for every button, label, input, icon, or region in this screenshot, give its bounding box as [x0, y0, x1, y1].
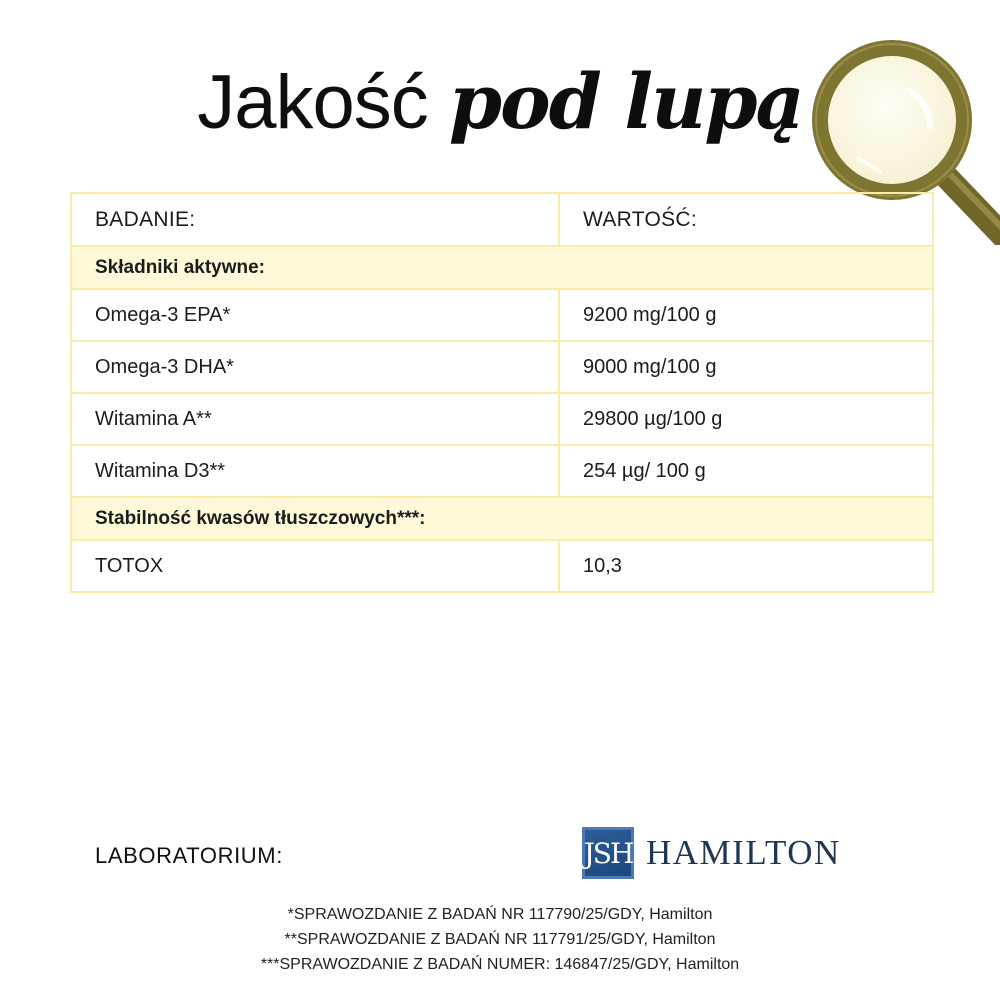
table-row	[71, 445, 933, 497]
table-header-row	[71, 193, 933, 246]
row-value: 10,3	[559, 540, 933, 592]
row-name: Omega-3 EPA*	[71, 289, 559, 341]
section-row	[71, 497, 933, 540]
row-name: TOTOX	[71, 540, 559, 592]
header-value: WARTOŚĆ:	[559, 193, 933, 246]
row-name: Witamina A**	[71, 393, 559, 445]
logo-name: HAMILTON	[646, 833, 841, 872]
row-value: 9200 mg/100 g	[559, 289, 933, 341]
title-light: Jakość	[197, 60, 428, 145]
logo-mark: JSH	[582, 827, 634, 879]
magnifier-handle	[940, 170, 1000, 238]
row-value: 254 µg/ 100 g	[559, 445, 933, 497]
footnote: **SPRAWOZDANIE Z BADAŃ NR 117791/25/GDY, Hamilton	[284, 931, 716, 948]
table-row	[71, 540, 933, 592]
laboratory-label: LABORATORIUM:	[95, 843, 283, 868]
table-row	[71, 341, 933, 393]
section-active-ingredients: Składniki aktywne:	[71, 246, 933, 289]
results-table	[70, 192, 934, 593]
row-name: Witamina D3**	[71, 445, 559, 497]
footnote: *SPRAWOZDANIE Z BADAŃ NR 117790/25/GDY, Hamilton	[287, 906, 713, 923]
title-strong: pod lupą	[448, 57, 803, 146]
table-row	[71, 289, 933, 341]
footnote: ***SPRAWOZDANIE Z BADAŃ NUMER: 146847/25/GDY, Hamilton	[260, 956, 740, 973]
section-row	[71, 246, 933, 289]
row-value: 9000 mg/100 g	[559, 341, 933, 393]
magnifier-lens	[828, 56, 956, 184]
hamilton-logo	[582, 826, 841, 880]
footnotes	[0, 902, 1000, 977]
section-fatty-acid-stability: Stabilność kwasów tłuszczowych***:	[71, 497, 933, 540]
table-row	[71, 393, 933, 445]
row-value: 29800 µg/100 g	[559, 393, 933, 445]
header-test: BADANIE:	[71, 193, 559, 246]
row-name: Omega-3 DHA*	[71, 341, 559, 393]
